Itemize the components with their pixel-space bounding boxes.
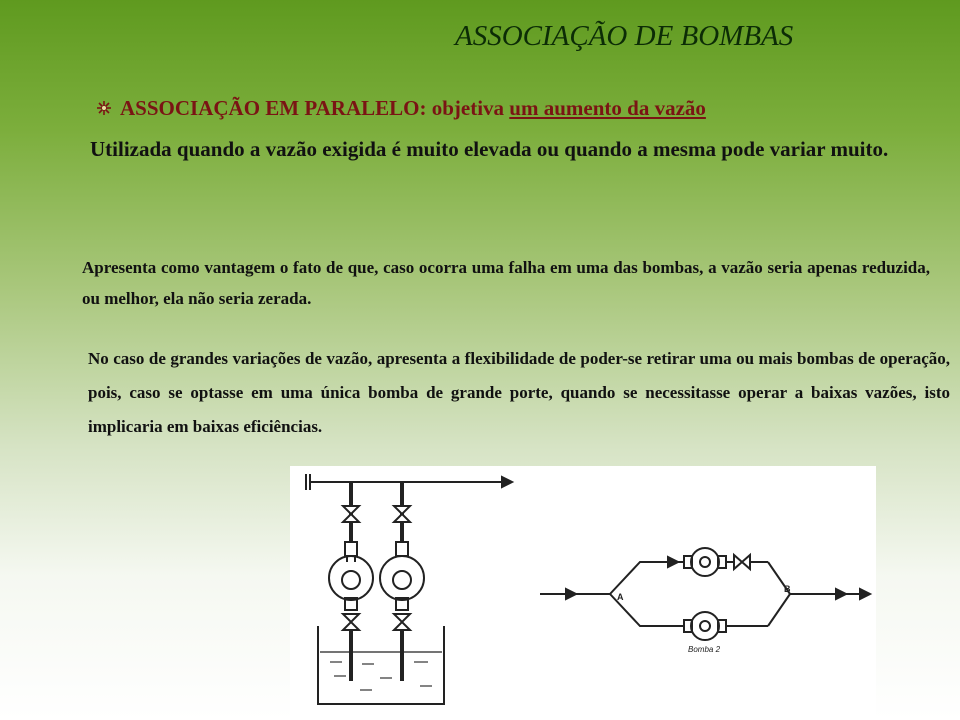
bullet-star-icon bbox=[96, 100, 112, 116]
paragraph-usage: Utilizada quando a vazão exigida é muito elevada ou quando a mesma pode variar muito. bbox=[90, 137, 889, 161]
node-a-label: A bbox=[617, 592, 624, 602]
bullet-underlined-text: um aumento da vazão bbox=[509, 96, 706, 120]
pump-parallel-diagram bbox=[290, 466, 876, 716]
slide-title: ASSOCIAÇÃO DE BOMBAS bbox=[455, 20, 794, 52]
paragraph-flexibility: No caso de grandes variações de vazão, apresenta a flexibilidade de poder-se retirar uma ou mais bombas de operação, pois, caso se optasse em uma única bomba de grande porte, quando se necessitasse operar a baixas vazões, isto implicaria em baixas eficiências. bbox=[88, 349, 950, 436]
node-b-label: B bbox=[784, 584, 791, 594]
pump-diagram-svg bbox=[290, 466, 876, 716]
bullet-parallel-association bbox=[96, 96, 706, 121]
paragraph-advantage: Apresenta como vantagem o fato de que, caso ocorra uma falha em uma das bombas, a vazão seria apenas reduzida, ou melhor, ela não seria zerada. bbox=[82, 258, 930, 308]
bullet-lead-text: ASSOCIAÇÃO EM PARALELO: objetiva bbox=[120, 96, 510, 120]
pump-2-label: Bomba 2 bbox=[688, 645, 721, 654]
